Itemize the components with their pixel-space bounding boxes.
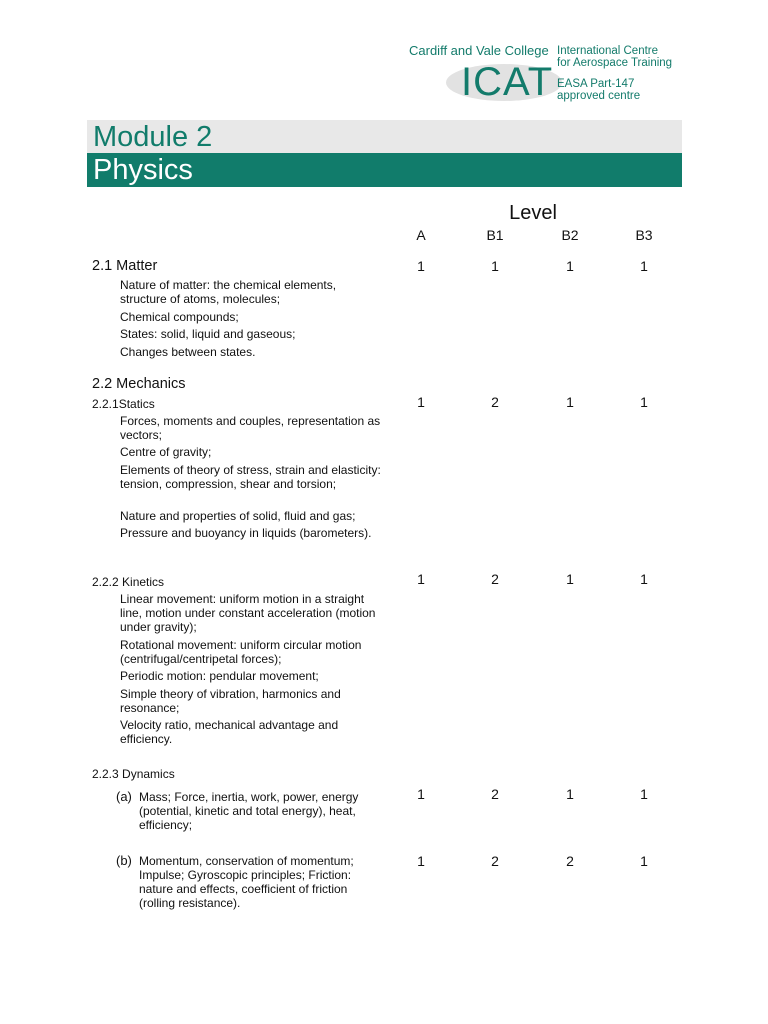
level-col-b3: B3	[635, 227, 653, 243]
level-value: 1	[566, 258, 574, 274]
level-value: 2	[491, 853, 499, 869]
level-value: 1	[417, 571, 425, 587]
level-value: 2	[566, 853, 574, 869]
level-value: 1	[566, 394, 574, 410]
topic-item: Pressure and buoyancy in liquids (barometers).	[120, 526, 372, 540]
logo-line-2: for Aerospace Training	[557, 57, 673, 69]
level-col-b1: B1	[486, 227, 504, 243]
level-value: 2	[491, 571, 499, 587]
level-value: 1	[640, 853, 648, 869]
topic-item: Chemical compounds;	[120, 310, 239, 324]
subsection-heading: 2.2.1Statics	[92, 397, 155, 411]
level-value: 1	[640, 786, 648, 802]
subsection-heading: 2.2.3 Dynamics	[92, 767, 175, 781]
level-value: 1	[566, 571, 574, 587]
level-value: 1	[640, 571, 648, 587]
level-col-b2: B2	[561, 227, 579, 243]
topic-item: States: solid, liquid and gaseous;	[120, 327, 296, 341]
level-value: 1	[417, 394, 425, 410]
logo-line-4: approved centre	[557, 90, 641, 102]
section-heading: 2.1 Matter	[92, 258, 158, 274]
topic-item: Nature of matter: the chemical elements, structure of atoms, molecules;	[120, 278, 337, 306]
topic-item: Periodic motion: pendular movement;	[120, 669, 319, 683]
list-marker: (b)	[116, 853, 132, 868]
topic-item: Changes between states.	[120, 345, 256, 359]
topic-item: Linear movement: uniform motion in a straight line, motion under constant acceleration (motion under gravity);	[120, 592, 376, 634]
logo-line-3: EASA Part-147	[557, 78, 635, 90]
level-value: 1	[640, 394, 648, 410]
level-value: 1	[566, 786, 574, 802]
college-name: Cardiff and Vale College	[409, 43, 549, 58]
topic-item: Mass; Force, inertia, work, power, energy (potential, kinetic and total energy), heat, efficiency;	[139, 790, 359, 832]
level-value: 2	[491, 394, 499, 410]
subject-title: Physics	[93, 154, 193, 186]
topic-item: Forces, moments and couples, representation as vectors;	[120, 414, 381, 442]
topic-item: Simple theory of vibration, harmonics and resonance;	[120, 687, 341, 715]
topic-item: Velocity ratio, mechanical advantage and efficiency.	[120, 718, 339, 746]
topic-item: Rotational movement: uniform circular motion (centrifugal/centripetal forces);	[120, 638, 362, 666]
logo-line-1: International Centre	[557, 45, 659, 57]
topic-item: Centre of gravity;	[120, 445, 212, 459]
topic-item: Elements of theory of stress, strain and elasticity: tension, compression, shear and torsion;	[120, 463, 381, 491]
level-value: 1	[640, 258, 648, 274]
topic-item: Nature and properties of solid, fluid and gas;	[120, 509, 356, 523]
level-value: 1	[417, 853, 425, 869]
icat-logo: ICAT	[461, 60, 554, 104]
subsection-heading: 2.2.2 Kinetics	[92, 575, 165, 589]
level-value: 1	[417, 258, 425, 274]
level-heading: Level	[509, 202, 557, 224]
topic-item: Momentum, conservation of momentum; Impulse; Gyroscopic principles; Friction: nature and effects, coefficient of friction (rolling resistance).	[139, 854, 354, 910]
level-value: 1	[491, 258, 499, 274]
level-col-a: A	[416, 227, 426, 243]
level-value: 1	[417, 786, 425, 802]
section-heading: 2.2 Mechanics	[92, 376, 186, 392]
module-title: Module 2	[93, 121, 213, 153]
level-value: 2	[491, 786, 499, 802]
list-marker: (a)	[116, 789, 132, 804]
